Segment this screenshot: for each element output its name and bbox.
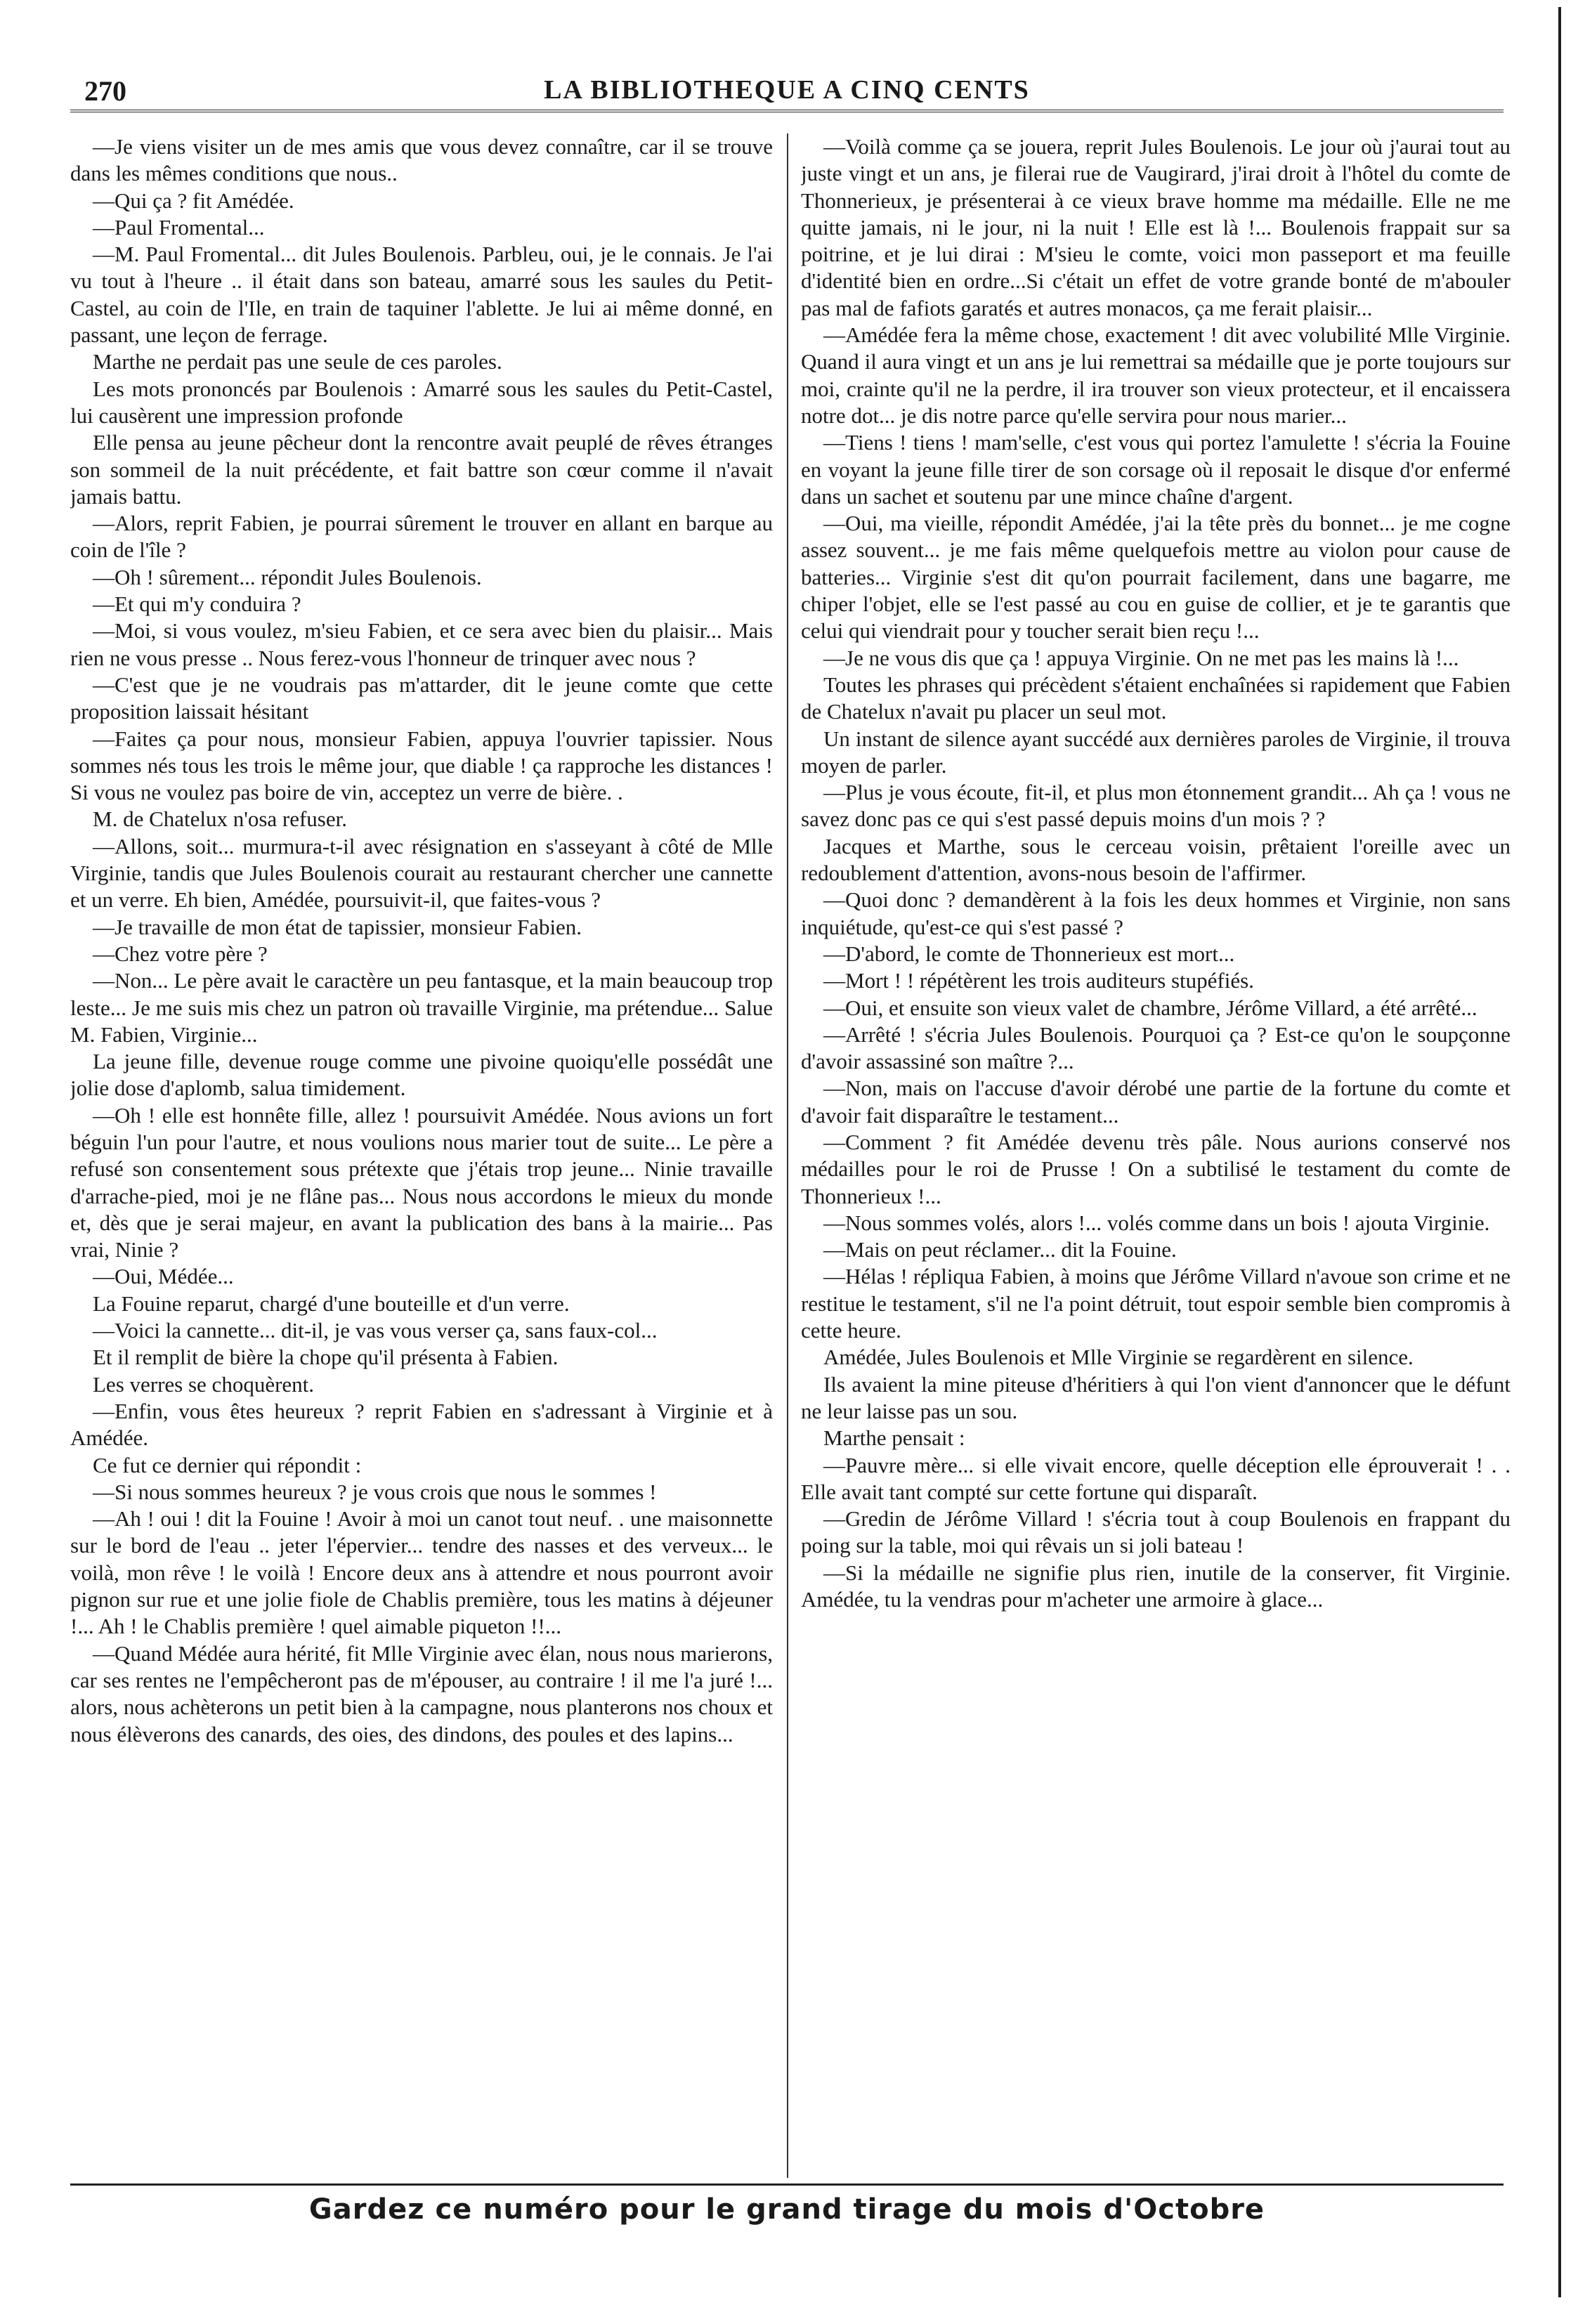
column-divider [787,133,788,2178]
paragraph: Les verres se choquèrent. [93,1371,315,1397]
paragraph: —Et qui m'y conduira ? [93,592,301,617]
paragraph: Les mots prononcés par Boulenois : Amarré sous les saules du Petit-Castel, lui causèrent une impression profonde [70,376,773,428]
page-edge-line [1558,7,1561,2297]
paragraph: —Enfin, vous êtes heureux ? reprit Fabien en s'adressant à Virginie et à Amédée. [70,1398,773,1451]
paragraph: —Faites ça pour nous, monsieur Fabien, appuya l'ouvrier tapissier. Nous sommes nés tous les trois le même jour, que diable ! ça rapproche les distances ! Si vous ne voulez pas boire de vin, acceptez un verre de bière. . [70,726,773,805]
paragraph: —Quoi donc ? demandèrent à la fois les deux hommes et Virginie, non sans inquiétude, qu'est-ce qui s'est passé ? [801,887,1511,939]
paragraph: —Je ne vous dis que ça ! appuya Virginie. On ne met pas les mains là !... [823,645,1459,670]
paragraph: —Oui, ma vieille, répondit Amédée, j'ai la tête près du bonnet... je me cogne assez souvent... je me fais même quelquefois mettre au violon pour cause de batteries... Virginie s'est dit qu'on pourrait facilement, dans une bagarre, me chiper l'objet, elle se l'est passé au cou en guise de collier, et je te garantis que celui qui viendrait pour y toucher serait bien reçu !... [801,511,1511,644]
paragraph: —Moi, si vous voulez, m'sieu Fabien, et ce sera avec bien du plaisir... Mais rien ne vous presse .. Nous ferez-vous l'honneur de trinquer avec nous ? [70,618,773,670]
paragraph: —Je viens visiter un de mes amis que vous devez connaître, car il se trouve dans les mêmes conditions que nous.. [70,134,773,186]
paragraph: —Je travaille de mon état de tapissier, monsieur Fabien. [93,914,582,939]
paragraph: —Paul Fromental... [93,214,265,240]
paragraph: Elle pensa au jeune pêcheur dont la rencontre avait peuplé de rêves étranges son sommeil de la nuit précédente, et fait battre son cœur comme il n'avait jamais battu. [70,430,773,509]
paragraph: Ils avaient la mine piteuse d'héritiers à qui l'on vient d'annoncer que le défunt ne leur laisse pas un sou. [801,1371,1511,1423]
paragraph: —Tiens ! tiens ! mam'selle, c'est vous qui portez l'amulette ! s'écria la Fouine en voyant la jeune fille tirer de son corsage où il reposait le disque d'or enfermé dans un sachet et soutenu par une mince chaîne d'argent. [801,430,1511,509]
paragraph: Toutes les phrases qui précèdent s'étaient enchaînées si rapidement que Fabien de Chatelux n'avait pu placer un seul mot. [801,672,1511,724]
footer-rule [70,2183,1504,2186]
paragraph: —C'est que je ne voudrais pas m'attarder, dit le jeune comte que cette proposition laissait hésitant [70,672,773,724]
paragraph: —Oui, et ensuite son vieux valet de chambre, Jérôme Villard, a été arrêté... [823,995,1478,1020]
paragraph: —Mais on peut réclamer... dit la Fouine. [823,1237,1177,1262]
paragraph: —Hélas ! répliqua Fabien, à moins que Jérôme Villard n'avoue son crime et ne restitue le testament, s'il ne l'a point détruit, tout espoir semble bien compromis à cette heure. [801,1264,1511,1343]
paragraph: —Oh ! sûrement... répondit Jules Boulenois. [93,564,482,589]
paragraph: —Alors, reprit Fabien, je pourrai sûrement le trouver en allant en barque au coin de l'île ? [70,511,773,563]
paragraph: Un instant de silence ayant succédé aux dernières paroles de Virginie, il trouva moyen de parler. [801,726,1511,778]
paragraph: —Comment ? fit Amédée devenu très pâle. Nous aurions conservé nos médailles pour le roi de Prusse ! On a subtilisé le testament du comte de Thonnerieux !... [801,1129,1511,1208]
footer-notice: Gardez ce numéro pour le grand tirage du mois d'Octobre [308,2193,1265,2226]
paragraph: —D'abord, le comte de Thonnerieux est mort... [823,941,1235,966]
paragraph: —Ah ! oui ! dit la Fouine ! Avoir à moi un canot tout neuf. . une maisonnette sur le bord de l'eau .. jeter l'épervier... tendre des nasses et des verveux... le voilà, mon rêve ! le voilà ! Encore deux ans à attendre et nous pourront avoir pignon sur rue et une jolie fiole de Chablis première, tous les matins à déjeuner !... Ah ! le Chablis première ! quel aimable piqueton !!... [70,1506,773,1639]
paragraph: Jacques et Marthe, sous le cerceau voisin, prêtaient l'oreille avec un redoublement d'attention, avons-nous besoin de l'affirmer. [801,833,1511,886]
paragraph: —Plus je vous écoute, fit-il, et plus mon étonnement grandit... Ah ça ! vous ne savez donc pas ce qui s'est passé depuis moins d'un mois ? ? [801,780,1511,832]
paragraph: M. de Chatelux n'osa refuser. [93,807,347,832]
paragraph: —Voilà comme ça se jouera, reprit Jules Boulenois. Le jour où j'aurai tout au juste vingt et un ans, je filerai rue de Vaugirard, j'irai droit à l'hôtel du comte de Thonnerieux, je présenterai à ce vieux brave homme ma médaille. Elle ne me quitte jamais, ni le jour, ni la nuit ! Elle est là !... Boulenois frappait sur sa poitrine, et je lui dirai : M'sieu le comte, voici mon passeport et ma feuille d'identité bien en ordre...Si c'était un effet de votre grande bonté de m'abouler pas mal de fafiots garatés et autres monacos, ça me ferait plaisir... [801,134,1511,320]
paragraph: —Mort ! ! répétèrent les trois auditeurs stupéfiés. [823,968,1254,993]
paragraph: Et il remplit de bière la chope qu'il présenta à Fabien. [93,1345,559,1370]
running-title: LA BIBLIOTHEQUE A CINQ CENTS [544,75,1030,105]
paragraph: —Allons, soit... murmura-t-il avec résignation en s'asseyant à côté de Mlle Virginie, tandis que Jules Boulenois courait au restaurant chercher une cannette et un verre. Eh bien, Amédée, poursuivit-il, que faites-vous ? [70,833,773,913]
paragraph: —Gredin de Jérôme Villard ! s'écria tout à coup Boulenois en frappant du poing sur la table, moi qui rêvais un si joli bateau ! [801,1506,1511,1558]
left-column [70,133,773,2178]
page-header [70,70,1504,112]
paragraph: —Oh ! elle est honnête fille, allez ! poursuivit Amédée. Nous avions un fort béguin l'un pour l'autre, et nous voulions nous marier tout de suite... Le père a refusé son consentement sous prétexte que j'étais trop jeune... Ninie travaille d'arrache-pied, moi je ne flâne pas... Nous nous accordons le mieux du monde et, dès que je serai majeur, en avant la publication des bans à la mairie... Pas vrai, Ninie ? [70,1102,773,1262]
paragraph: La Fouine reparut, chargé d'une bouteille et d'un verre. [93,1291,570,1316]
paragraph: —Arrêté ! s'écria Jules Boulenois. Pourquoi ça ? Est-ce qu'on le soupçonne d'avoir assassiné son maître ?... [801,1021,1511,1074]
paragraph: Ce fut ce dernier qui répondit : [93,1452,362,1477]
paragraph: Amédée, Jules Boulenois et Mlle Virginie se regardèrent en silence. [823,1345,1414,1370]
paragraph: —Oui, Médée... [93,1264,234,1289]
paragraph: —Si nous sommes heureux ? je vous crois que nous le sommes ! [93,1479,657,1504]
paragraph: —Si la médaille ne signifie plus rien, inutile de la conserver, fit Virginie. Amédée, tu la vendras pour m'acheter une armoire à glace... [801,1560,1511,1612]
paragraph: —Non... Le père avait le caractère un peu fantasque, et la main beaucoup trop leste... Je me suis mis chez un patron où travaille Virginie, ma prétendue... Salue M. Fabien, Virginie... [70,968,773,1047]
paragraph: —Voici la cannette... dit-il, je vas vous verser ça, sans faux-col... [93,1318,658,1343]
paragraph: —Amédée fera la même chose, exactement ! dit avec volubilité Mlle Virginie. Quand il aura vingt et un ans je lui remettrai sa médaille que je porte toujours sur moi, crainte qu'il ne la perdre, il ira trouver son vieux protecteur, et il encaissera notre dot... je dis notre parce qu'elle servira pour nous marier... [801,322,1511,428]
paragraph: —Pauvre mère... si elle vivait encore, quelle déception elle éprouverait ! . . Elle avait tant compté sur cette fortune qui disparaît. [801,1452,1511,1504]
paragraph: Marthe ne perdait pas une seule de ces paroles. [93,349,502,374]
paragraph: —Quand Médée aura hérité, fit Mlle Virginie avec élan, nous nous marierons, car ses rentes ne l'empêcheront pas de m'épouser, au contraire ! il me l'a juré !... alors, nous achèterons un petit bien à la campagne, nous planterons nos choux et nous élèverons des canards, des oies, des dindons, des poules et des lapins... [70,1640,773,1747]
paragraph: —Qui ça ? fit Amédée. [93,188,294,213]
page-number: 270 [84,75,126,107]
paragraph: La jeune fille, devenue rouge comme une pivoine quoiqu'elle possédât une jolie dose d'aplomb, salua timidement. [70,1049,773,1101]
paragraph: —M. Paul Fromental... dit Jules Boulenois. Parbleu, oui, je le connais. Je l'ai vu tout à l'heure .. il était dans son bateau, amarré sous les saules du Petit-Castel, au coin de l'Ile, en train de taquiner l'ablette. Je lui ai même donné, en passant, une leçon de ferrage. [70,242,773,348]
paragraph: —Nous sommes volés, alors !... volés comme dans un bois ! ajouta Virginie. [823,1210,1490,1235]
paragraph: —Non, mais on l'accuse d'avoir dérobé une partie de la fortune du comte et d'avoir fait disparaître le testament... [801,1076,1511,1128]
paragraph: —Chez votre père ? [93,941,268,966]
right-column [801,133,1511,2178]
paragraph: Marthe pensait : [823,1425,965,1451]
